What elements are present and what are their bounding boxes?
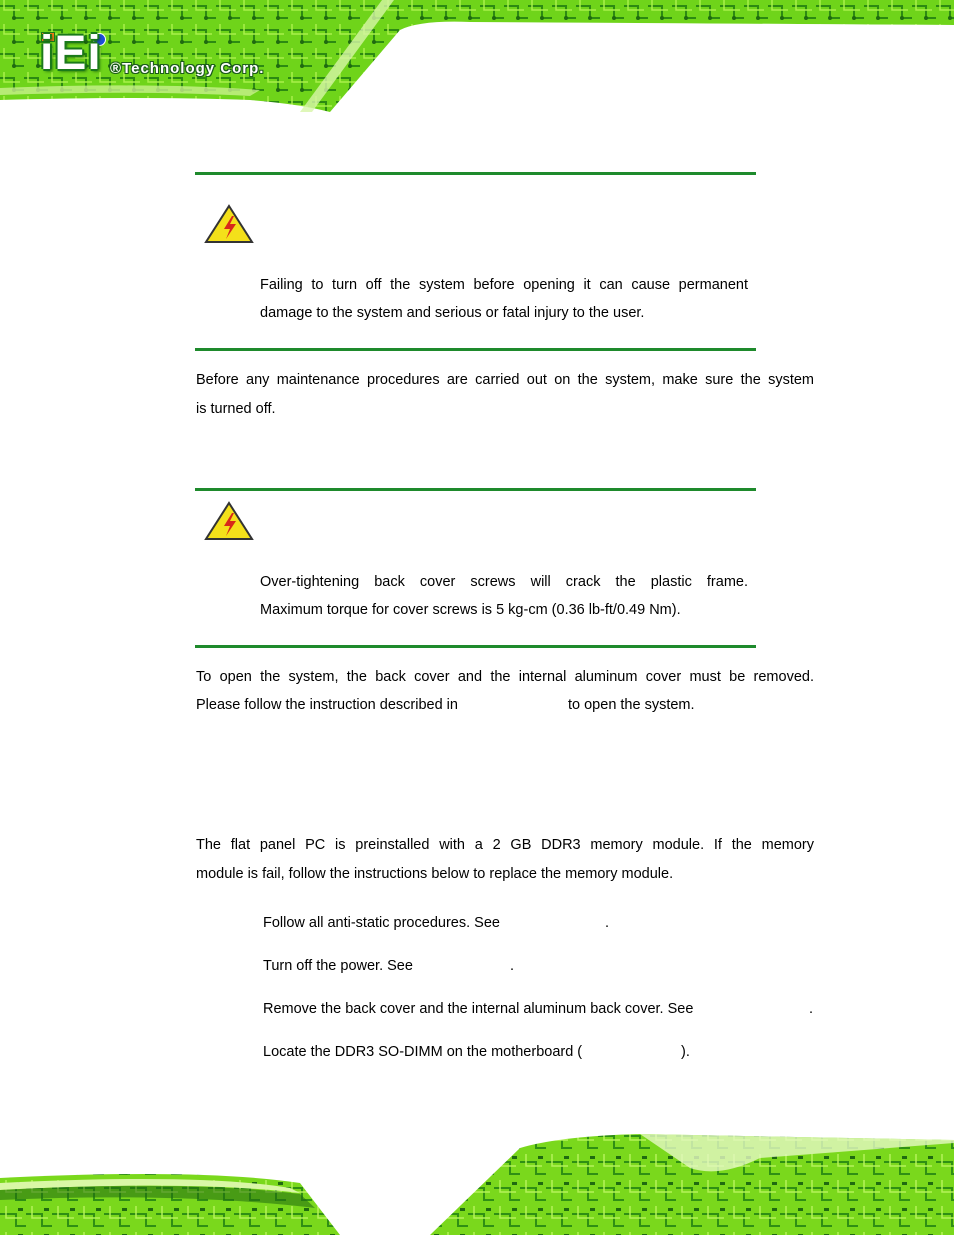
warning-icon — [204, 501, 254, 541]
warning-box — [195, 172, 756, 351]
step-text-end: . — [605, 915, 610, 931]
paragraph-line: is turned off. — [196, 400, 276, 417]
warning-text-line: Failing to turn off the system before opening it can cause permanent — [260, 277, 748, 293]
step-text: Follow all anti-static procedures. See — [263, 915, 500, 931]
warning-text-line: damage to the system and serious or fatal injury to the user. — [260, 305, 645, 321]
logo-company-name: ®Technology Corp. — [110, 60, 265, 77]
warning-text — [260, 568, 748, 624]
step-text-end: . — [809, 1001, 814, 1017]
paragraph-line: To open the system, the back cover and the internal aluminum cover must be removed. — [196, 669, 814, 685]
warning-text — [260, 271, 748, 327]
paragraph-line-start: Please follow the instruction described in — [196, 697, 458, 713]
circuit-board-banner — [0, 1128, 954, 1235]
page-footer-banner — [0, 1128, 954, 1235]
paragraph-line: Before any maintenance procedures are carried out on the system, make sure the system — [196, 372, 814, 388]
step-text: Remove the back cover and the internal aluminum back cover. See — [263, 1001, 694, 1017]
body-paragraph — [196, 366, 814, 423]
paragraph-line: module is fail, follow the instructions below to replace the memory module. — [196, 865, 674, 882]
warning-box — [195, 488, 756, 648]
company-logo — [38, 27, 298, 85]
step-text: Locate the DDR3 SO-DIMM on the motherboard ( — [263, 1044, 583, 1060]
body-paragraph — [196, 663, 814, 692]
step-text-end: ). — [681, 1044, 690, 1060]
warning-text-line: Over-tightening back cover screws will crack the plastic frame. — [260, 574, 748, 590]
step-text-end: . — [510, 958, 515, 974]
warning-text-line: Maximum torque for cover screws is 5 kg-cm (0.36 lb-ft/0.49 Nm). — [260, 602, 681, 618]
warning-icon — [204, 204, 254, 244]
body-paragraph — [196, 831, 814, 888]
step-text: Turn off the power. See — [263, 958, 413, 974]
logo-letters: iEi — [40, 27, 102, 80]
paragraph-line: The flat panel PC is preinstalled with a 2 GB DDR3 memory module. If the memory — [196, 837, 814, 853]
paragraph-line-end: to open the system. — [568, 697, 695, 713]
page-header-banner — [0, 0, 954, 112]
